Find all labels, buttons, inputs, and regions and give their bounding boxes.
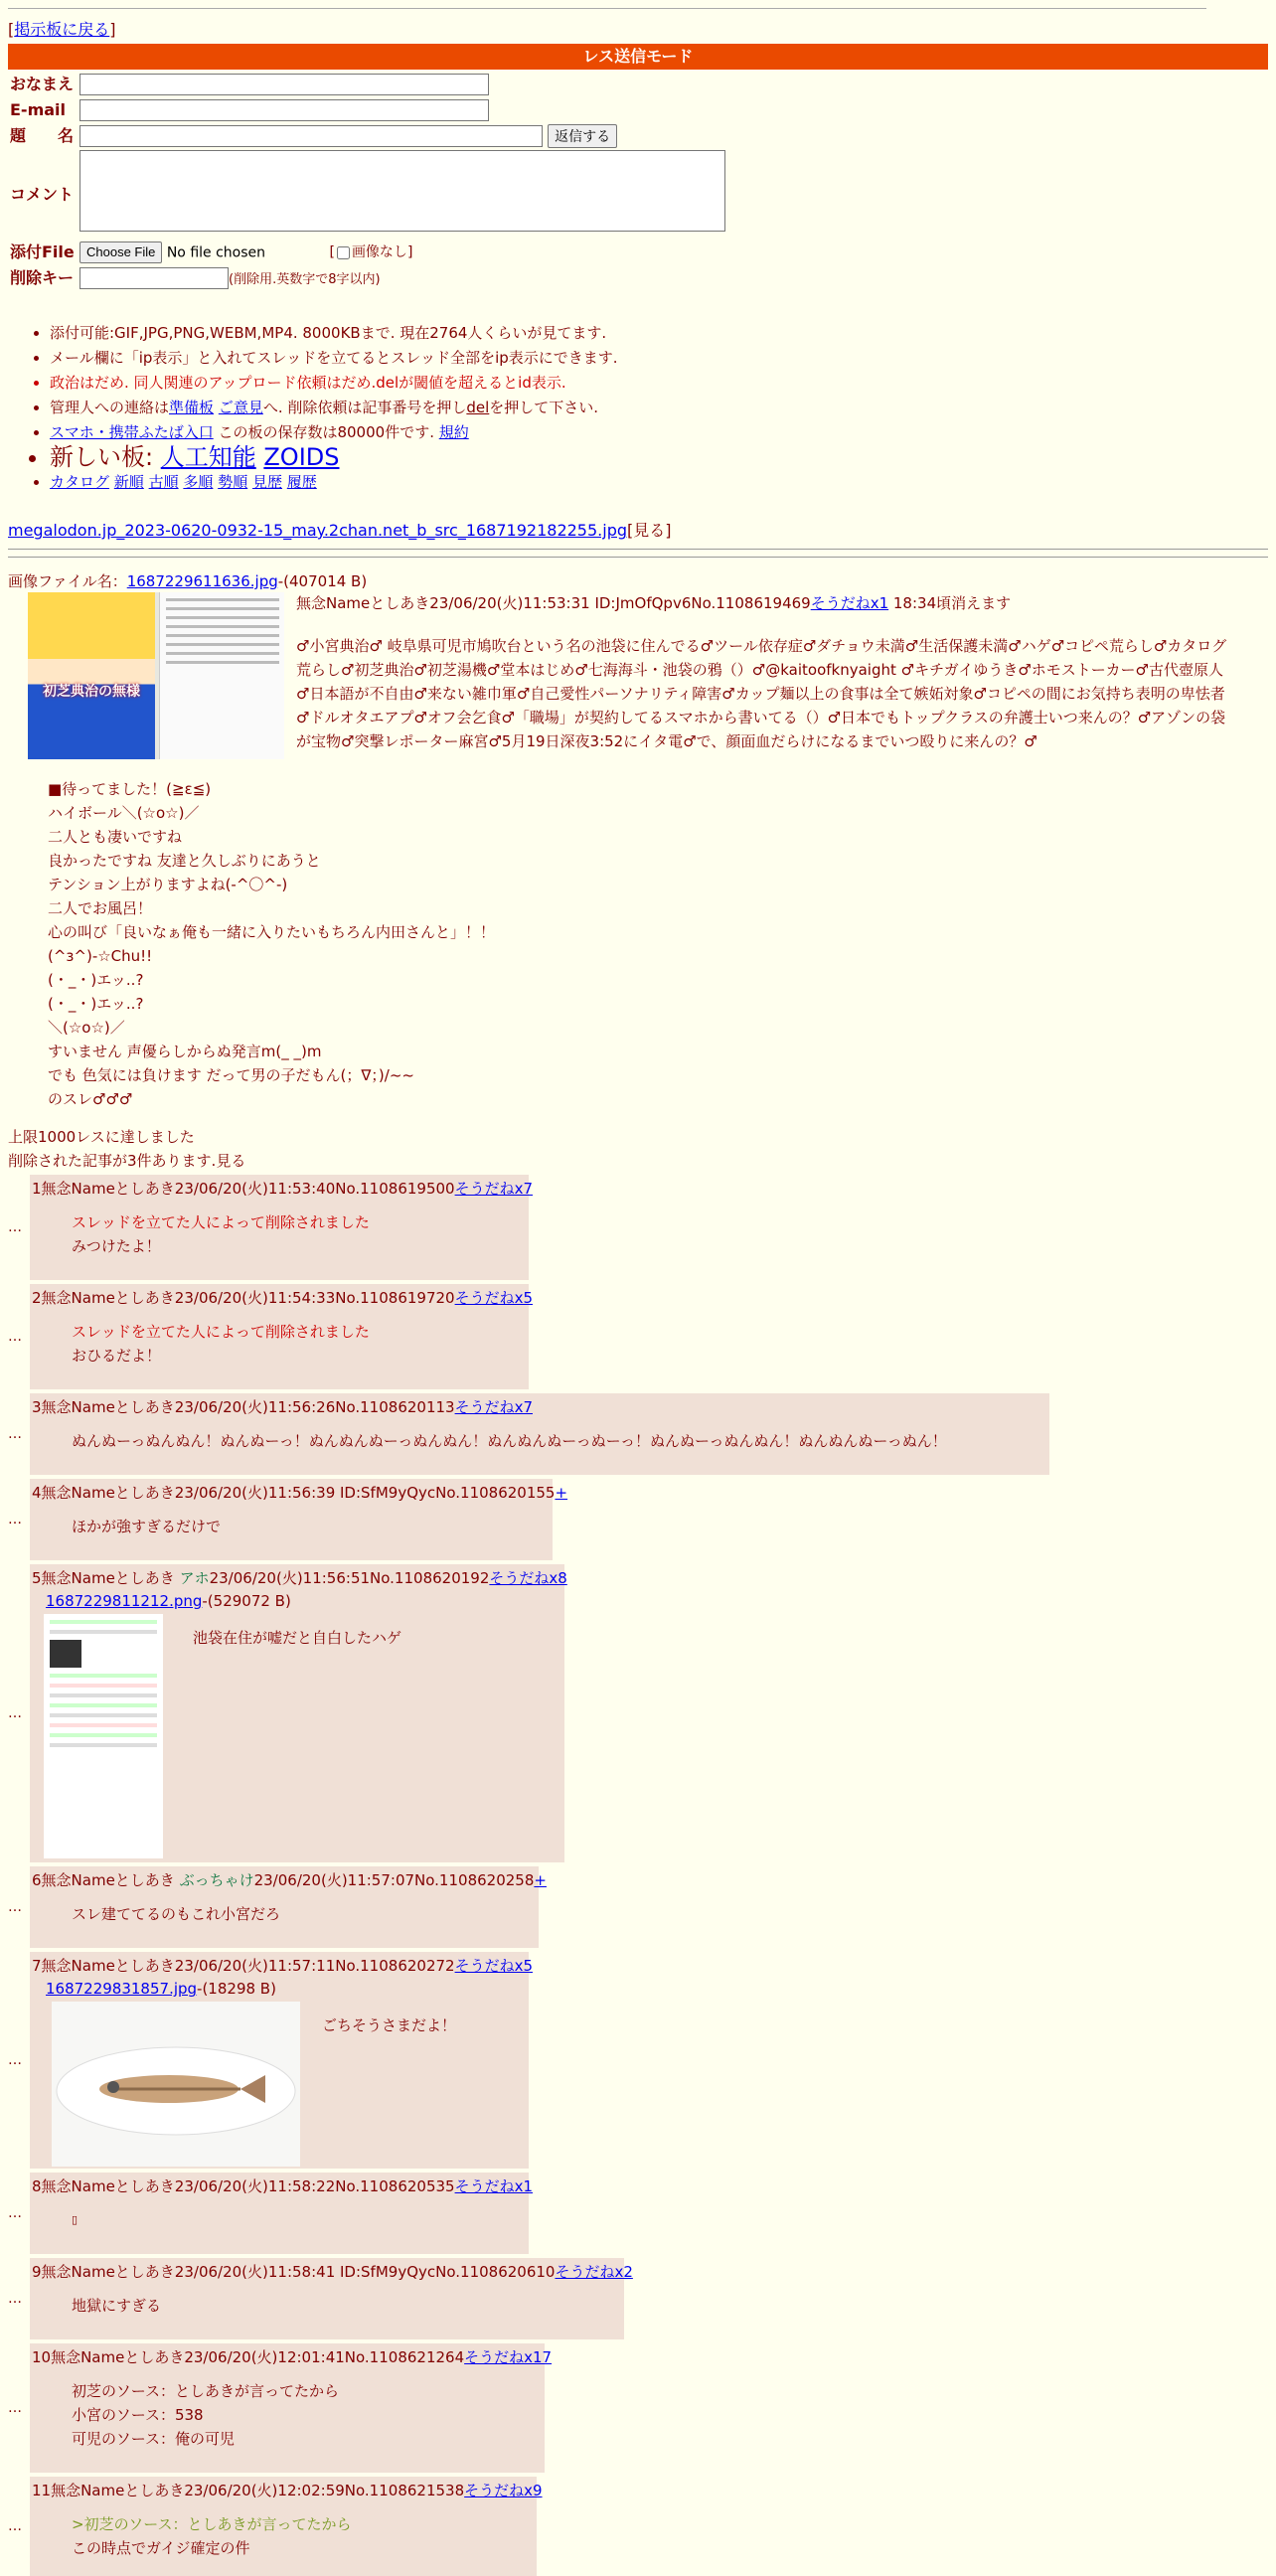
reply-box bbox=[30, 2343, 553, 2473]
sodane-button[interactable]: そうだねx9 bbox=[464, 2482, 543, 2499]
no-image-checkbox[interactable] bbox=[337, 246, 350, 259]
sodane-button[interactable]: そうだねx7 bbox=[454, 1398, 533, 1416]
reply-body: みつけたよ！ bbox=[72, 1237, 161, 1255]
reply-dots: … bbox=[8, 1328, 22, 1345]
op-lines bbox=[48, 777, 495, 1111]
reply-box bbox=[30, 1175, 533, 1280]
rule-item bbox=[50, 371, 618, 395]
reply-box bbox=[30, 1564, 567, 1862]
reply-body: 初芝のソース：としあきが言ってたから bbox=[72, 2382, 339, 2400]
op-line: ＼(☆o☆)／ bbox=[48, 1019, 125, 1037]
reply-body: ぬんぬーっぬんぬん！ぬんぬーっ！ぬんぬんぬーっぬんぬん！ぬんぬんぬーっぬーっ！ぬんぬーっぬんぬん！ぬんぬんぬーっぬん！ bbox=[72, 1432, 947, 1450]
archive-file-link[interactable]: megalodon.jp_2023-0620-0932-15_may.2chan.net_b_src_1687192182255.jpg bbox=[8, 521, 627, 540]
rule-item bbox=[50, 321, 618, 345]
poster-name: アホ bbox=[179, 1569, 210, 1587]
reply-body: ▯ bbox=[72, 2213, 79, 2226]
new-boards-item bbox=[50, 445, 618, 469]
rule-item bbox=[50, 420, 618, 444]
delkey-label: 削除キー bbox=[10, 268, 75, 287]
op-line: (・_・)エッ..? bbox=[48, 995, 144, 1013]
prep-board-link[interactable]: 準備板 bbox=[169, 399, 215, 416]
reply-post bbox=[8, 1284, 533, 1389]
reply-box bbox=[30, 1284, 533, 1389]
board-link-ai[interactable]: 人工知能 bbox=[160, 443, 256, 471]
reply-quote: >初芝のソース：としあきが言ってたから bbox=[72, 2515, 352, 2533]
reply-box bbox=[30, 1393, 1049, 1475]
character-image bbox=[28, 592, 155, 759]
reply-header: 6無念Nameとしあき bbox=[32, 1871, 180, 1889]
sodane-button[interactable]: そうだねx7 bbox=[454, 1180, 533, 1198]
op-line: すいません 声優らしからぬ発言m(_ _)m bbox=[48, 1043, 322, 1060]
view-label: [見る] bbox=[627, 521, 672, 540]
reply-post bbox=[8, 2477, 543, 2576]
email-input[interactable] bbox=[80, 99, 489, 121]
sodane-button[interactable]: そうだねx2 bbox=[555, 2263, 633, 2281]
sort-old-link[interactable]: 古順 bbox=[148, 473, 179, 491]
sodane-button[interactable]: そうだねx17 bbox=[464, 2348, 553, 2366]
reply-post bbox=[8, 1479, 568, 1560]
rule-item bbox=[50, 346, 618, 370]
board-link-zoids[interactable]: ZOIDS bbox=[263, 443, 340, 471]
sodane-button[interactable]: そうだねx5 bbox=[454, 1957, 533, 1975]
op-header bbox=[296, 592, 1268, 615]
file-size: -(407014 B) bbox=[277, 572, 368, 590]
op-line: 心の叫び「良いなぁ俺も一緒に入りたいもちろん内田さんと」！！ bbox=[48, 923, 496, 941]
reply-body: 池袋在住が嘘だと自白したハゲ bbox=[193, 1629, 402, 1647]
sort-hot-link[interactable]: 勢順 bbox=[218, 473, 248, 491]
subject-label: 題 名 bbox=[10, 126, 75, 145]
no-image-label: 画像なし bbox=[351, 244, 407, 261]
reply-body: 可児のソース：俺の可児 bbox=[72, 2430, 235, 2448]
reply-mode-banner: レス送信モード bbox=[8, 44, 1268, 70]
reply-post bbox=[8, 2173, 533, 2254]
delkey-hint: (削除用.英数字で8字以内) bbox=[229, 272, 381, 287]
rule-text: 政治はだめ. 同人関連のアップロード依頼はだめ.delが閾値を超えるとid表示. bbox=[50, 374, 566, 392]
board-rules bbox=[22, 320, 618, 495]
reply-header-date: 23/06/20(火)11:56:51No.1108620192 bbox=[209, 1569, 490, 1587]
op-file-line bbox=[8, 570, 1268, 593]
new-boards-label: 新しい板: bbox=[50, 443, 161, 471]
op-body: ♂小宮典治♂ 岐阜県可児市鳩吹台という名の池袋に住んでる♂ツール依存症♂ダチョウ未満♂生活保護未満♂ハゲ♂コピペ荒らし♂カタログ荒らし♂初芝典治♂初芝湯機♂堂本はじめ♂七海海斗・池袋の鴉（）♂@kaitoofknyaight ♂キチガイゆうき♂ホモストーカー♂古代壺原人♂日本語が不自由♂来ない雑巾軍♂自己愛性パーソナリティ障害♂カップ麺以上の食事は全て嫉妬対象♂コピペの間にお気持ち表明の卑怯者♂ドルオタエアプ♂オフ会乞食♂「職場」が契約してるスマホから書いてる（）♂日本でもトップクラスの弁護士いつ来んの？♂アゾンの袋が宝物♂突撃レポーター麻宮♂5月19日深夜3:52にイタ電♂で、顔面血だらけになるまでいつ殴りに来んの？♂ bbox=[296, 637, 1227, 750]
subject-input[interactable] bbox=[80, 125, 543, 147]
delkey-input[interactable] bbox=[80, 267, 229, 289]
reply-file-link[interactable]: 1687229831857.jpg bbox=[46, 1980, 198, 1998]
comment-textarea[interactable] bbox=[80, 150, 725, 232]
reply-dots: … bbox=[8, 1218, 22, 1235]
reply-post bbox=[8, 2258, 633, 2339]
sort-many-link[interactable]: 多順 bbox=[183, 473, 214, 491]
sodane-button[interactable]: そうだねx1 bbox=[454, 2177, 533, 2195]
sort-new-link[interactable]: 新順 bbox=[113, 473, 144, 491]
sodane-button[interactable]: + bbox=[555, 1484, 568, 1502]
reply-dots: … bbox=[8, 1704, 22, 1721]
file-size: -(529072 B) bbox=[202, 1592, 291, 1610]
view-history-link[interactable]: 見歴 bbox=[251, 473, 282, 491]
reply-header: 2無念Nameとしあき23/06/20(火)11:54:33No.1108619720 bbox=[32, 1289, 455, 1307]
reply-dots: … bbox=[8, 2399, 22, 2416]
archive-file-line bbox=[8, 519, 672, 543]
deleted-notice: スレッドを立てた人によって削除されました bbox=[72, 1323, 370, 1341]
screenshot-image bbox=[159, 592, 284, 759]
name-input[interactable] bbox=[80, 74, 489, 95]
sodane-button[interactable]: + bbox=[534, 1871, 547, 1889]
rule-text: 管理人への連絡は bbox=[50, 399, 170, 416]
divider bbox=[8, 557, 1268, 558]
reply-box bbox=[30, 1479, 568, 1560]
email-label: E-mail bbox=[10, 100, 67, 119]
file-size: -(18298 B) bbox=[197, 1980, 276, 1998]
reply-header: 8無念Nameとしあき23/06/20(火)11:58:22No.1108620535 bbox=[32, 2177, 455, 2195]
reply-header: 7無念Nameとしあき23/06/20(火)11:57:11No.1108620272 bbox=[32, 1957, 455, 1975]
reply-header: 4無念Nameとしあき23/06/20(火)11:56:39 ID:SfM9yQycNo.1108620155 bbox=[32, 1484, 556, 1502]
rule-item bbox=[50, 396, 618, 419]
reply-body: おひるだよ！ bbox=[72, 1347, 162, 1365]
reply-dots: … bbox=[8, 1425, 22, 1442]
op-line: 良かったですね 友達と久しぶりにあうと bbox=[48, 852, 321, 870]
reply-box bbox=[30, 1866, 547, 1948]
rule-text: 添付可能:GIF,JPG,PNG,WEBM,MP4. 8000KBまで. 現在2764人くらいが見てます. bbox=[50, 324, 607, 342]
top-divider bbox=[8, 8, 1206, 9]
reply-post bbox=[8, 2343, 553, 2473]
deleted-notice: スレッドを立てた人によって削除されました bbox=[72, 1213, 370, 1231]
reply-thumbnail[interactable] bbox=[52, 2002, 300, 2167]
reply-dots: … bbox=[8, 2517, 22, 2534]
rule-text: メール欄に「ip表示」と入れてスレッドを立てるとスレッド全部をip表示にできます. bbox=[50, 349, 618, 367]
file-status: No file chosen bbox=[166, 244, 266, 261]
reply-body: スレ建ててるのもこれ小宮だろ bbox=[72, 1905, 281, 1923]
reply-header: 9無念Nameとしあき23/06/20(火)11:58:41 ID:SfM9yQycNo.1108620610 bbox=[32, 2263, 556, 2281]
limit-notice: 上限1000レスに達しました bbox=[8, 1128, 195, 1146]
reply-file-link[interactable]: 1687229811212.png bbox=[46, 1592, 203, 1610]
thread-status bbox=[8, 1125, 245, 1173]
reply-box bbox=[30, 2477, 543, 2576]
reply-header: 11無念Nameとしあき23/06/20(火)12:02:59No.1108621538 bbox=[32, 2482, 465, 2499]
op-line: (・_・)エッ..? bbox=[48, 971, 144, 989]
op-post bbox=[8, 570, 1268, 1108]
post-form: おなまえ E-mail 題 名 返信する コメント 添付File Choose File No file chosen [ 画像なし] 削除キー (削除用.英数字で8字以内) bbox=[8, 72, 727, 291]
reply-header: 3無念Nameとしあき23/06/20(火)11:56:26No.1108620113 bbox=[32, 1398, 455, 1416]
op-line: テンション上がりますよね(-^〇^-) bbox=[48, 876, 288, 893]
op-line: ハイボール＼(☆o☆)／ bbox=[48, 804, 200, 822]
sodane-button[interactable]: そうだねx5 bbox=[454, 1289, 533, 1307]
terms-link[interactable]: 規約 bbox=[438, 423, 469, 441]
reply-body: ほかが強すぎるだけで bbox=[72, 1518, 222, 1535]
back-to-board-link[interactable]: 掲示板に戻る bbox=[14, 20, 110, 39]
op-line: のスレ♂♂♂ bbox=[48, 1090, 133, 1108]
expire-text: 18:34頃消えます bbox=[888, 594, 1012, 612]
image-caption: 初芝典治の無様 bbox=[43, 684, 140, 700]
reply-post bbox=[8, 1866, 547, 1948]
reply-box bbox=[30, 2258, 633, 2339]
history-link[interactable]: 履歴 bbox=[286, 473, 317, 491]
file-prefix: 画像ファイル名： bbox=[8, 572, 127, 590]
reply-header: 1無念Nameとしあき23/06/20(火)11:53:40No.1108619500 bbox=[32, 1180, 455, 1198]
sodane-button[interactable]: そうだねx1 bbox=[810, 594, 889, 612]
del-link[interactable]: del bbox=[466, 399, 490, 416]
rule-text: この板の保存数は80000件です. bbox=[213, 423, 439, 441]
op-line: (^з^)-☆Chu!! bbox=[48, 947, 153, 965]
op-line: でも 色気には負けます だって男の子だもん(；∇；)/~~ bbox=[48, 1066, 414, 1084]
divider bbox=[8, 549, 1268, 550]
reply-dots: … bbox=[8, 2051, 22, 2068]
reply-thumbnail[interactable] bbox=[44, 1614, 163, 1858]
reply-dots: … bbox=[8, 2204, 22, 2221]
mobile-entry-link[interactable]: スマホ・携帯ふたば入口 bbox=[50, 423, 214, 441]
catalog-link[interactable]: カタログ bbox=[50, 473, 110, 491]
rule-text: へ. 削除依頼は記事番号を押し bbox=[262, 399, 467, 416]
fish-plate-image bbox=[52, 2002, 300, 2167]
reply-post bbox=[8, 1564, 567, 1862]
comment-label: コメント bbox=[10, 184, 75, 204]
rule-text: を押して下さい. bbox=[489, 399, 599, 416]
reply-post bbox=[8, 1175, 533, 1280]
back-nav: [掲示板に戻る] bbox=[8, 20, 116, 39]
op-line: 二人でお風呂！ bbox=[48, 899, 153, 917]
submit-button[interactable]: 返信する bbox=[548, 124, 617, 148]
reply-header: 10無念Nameとしあき23/06/20(火)12:01:41No.1108621264 bbox=[32, 2348, 465, 2366]
feedback-link[interactable]: ご意見 bbox=[218, 399, 263, 416]
choose-file-button[interactable]: Choose File bbox=[80, 242, 162, 263]
op-thumbnail[interactable] bbox=[28, 592, 284, 759]
poster-name: ぶっちゃけ bbox=[179, 1871, 254, 1889]
reply-box bbox=[30, 2173, 533, 2254]
op-line: ■待ってました！(≧ε≦) bbox=[48, 780, 212, 798]
sodane-button[interactable]: そうだねx8 bbox=[489, 1569, 567, 1587]
reply-post bbox=[8, 1952, 533, 2169]
op-header-text: 無念Nameとしあき23/06/20(火)11:53:31 ID:JmOfQpv6No.1108619469 bbox=[296, 594, 811, 612]
file-label: 添付File bbox=[10, 242, 75, 261]
reply-post bbox=[8, 1393, 1049, 1475]
reply-body: 地獄にすぎる bbox=[72, 2297, 162, 2315]
reply-body: この時点でガイジ確定の件 bbox=[72, 2539, 250, 2557]
op-line: 二人とも凄いですね bbox=[48, 828, 183, 846]
reply-dots: … bbox=[8, 2290, 22, 2307]
reply-header-date: 23/06/20(火)11:57:07No.1108620258 bbox=[253, 1871, 535, 1889]
reply-box bbox=[30, 1952, 533, 2169]
reply-body: ごちそうさまだよ！ bbox=[322, 2016, 457, 2034]
reply-body: 小宮のソース：538 bbox=[72, 2406, 204, 2424]
op-file-link[interactable]: 1687229611636.jpg bbox=[126, 572, 278, 590]
name-label: おなまえ bbox=[10, 75, 75, 93]
reply-dots: … bbox=[8, 1898, 22, 1915]
deleted-notice: 削除された記事が3件あります.見る bbox=[8, 1152, 246, 1170]
reply-dots: … bbox=[8, 1511, 22, 1528]
catalog-nav bbox=[50, 470, 618, 494]
reply-header: 5無念Nameとしあき bbox=[32, 1569, 180, 1587]
